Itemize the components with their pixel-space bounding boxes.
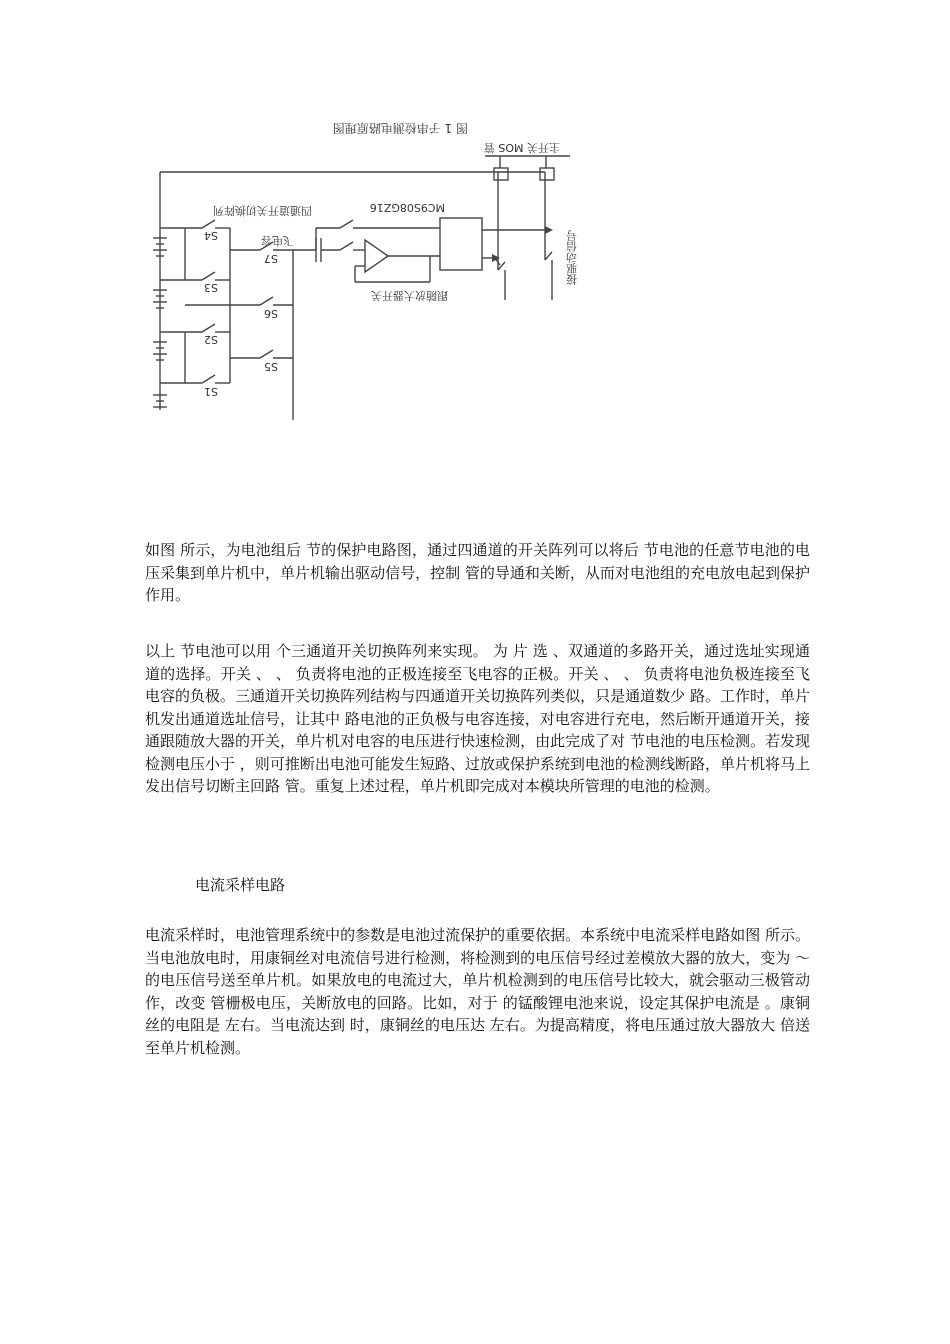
figure-caption: 图 1 子串检测电路原理图 <box>332 121 468 135</box>
amplifier-label: 跟随放大器开关 <box>371 289 448 302</box>
mos-label: 主开关 MOS 管 <box>483 141 560 154</box>
capacitor-label: 飞电容 <box>261 234 294 247</box>
paragraph-switch-array: 以上 节电池可以用 个三通道开关切换阵列来实现。 为 片 选 、双通道的多路开关，通过选址实现通道的选择。开关 、 、 负责将电池的正极连接至飞电容的正极。开关 、 、 负责将电池负极连接至飞电容的负极。三通道开关切换阵列结构与四通道开关切换阵列类似，只是通道数少 路。工作时，单片机发出通道选址信号，让其中 路电池的正负极与电容连接，对电容进行充电，然后断开通道开关，接通跟随放大器的开关，单片机对电容的电压进行快速检测，由此完成了对 节电池的电压检测。若发现检测电压小于 ，则可推断出电池可能发生短路、过放或保护系统到电池的检测线断路，单片机将马上发出信号切断主回路 管。重复上述过程，单片机即完成对本模块所管理的电池的检测。 <box>145 642 810 795</box>
switch-label-s1: S1 <box>204 385 218 398</box>
left-label: 四通道开关切换阵列 <box>213 204 312 217</box>
paragraph-current-sampling: 电流采样时，电池管理系统中的参数是电池过流保护的重要依据。本系统中电流采样电路如图 所示。当电池放电时，用康铜丝对电流信号进行检测，将检测到的电压信号经过差模放大器的放大，变为 ～ 的电压信号送至单片机。如果放电的电流过大，单片机检测到的电压信号比较大，就会驱动三极管动作，改变 管栅极电压，关断放电的回路。比如，对于 的锰酸锂电池来说，设定其保护电流是 。康铜丝的电阻是 左右。当电流达到 时，康铜丝的电压达 左右。为提高精度，将电压通过放大器放大 倍送至单片机检测。 <box>145 926 810 1057</box>
paragraph-circuit-description: 如图 所示，为电池组后 节的保护电路图，通过四通道的开关阵列可以将后 节电池的任意节电池的电压采集到单片机中，单片机输出驱动信号，控制 管的导通和关断，从而对电池组的充电放电起到保护作用。 <box>145 541 810 604</box>
circuit-diagram <box>140 110 580 430</box>
right-label: 接驱动信号 <box>565 230 579 285</box>
section-heading: 电流采样电路 <box>195 876 286 894</box>
switch-label-s4: S4 <box>204 229 218 242</box>
switch-label-s7: S7 <box>264 252 278 265</box>
switch-label-s2: S2 <box>204 333 218 346</box>
switch-label-s6: S6 <box>264 307 278 320</box>
chip-label: MC9S08GZ16 <box>369 201 445 214</box>
switch-label-s5: S5 <box>264 360 278 373</box>
switch-label-s3: S3 <box>204 281 218 294</box>
